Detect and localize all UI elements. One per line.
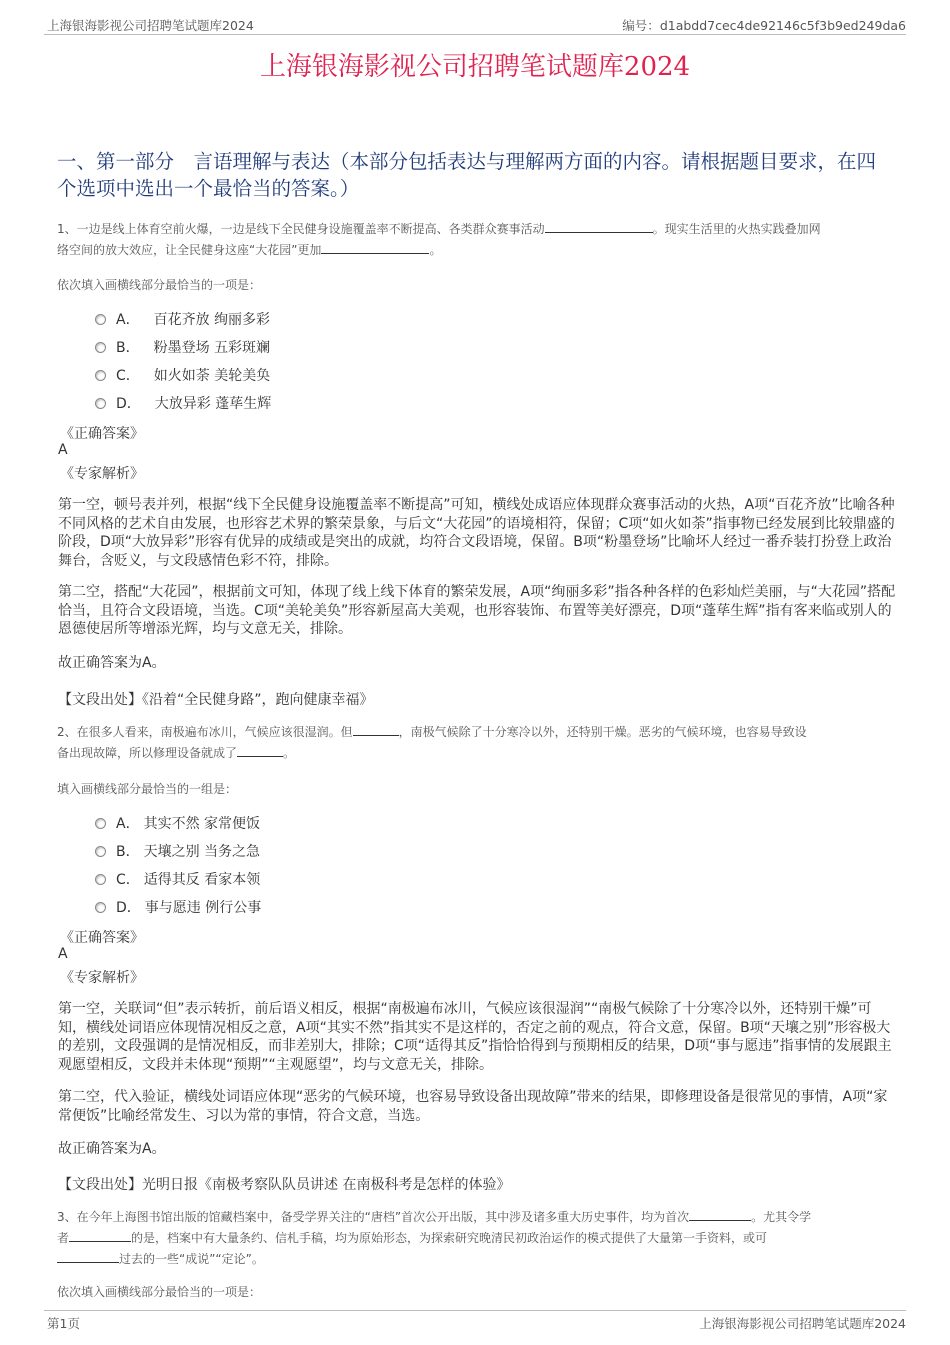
question-3-stem-part: 的是，档案中有大量条约、信札手稿，均为原始形态，为探索研究晚清民初政治运作的模式提供了大量第一手资料，或可 (131, 1231, 768, 1245)
question-3-stem (57, 1207, 900, 1270)
radio-icon[interactable] (95, 370, 106, 381)
option-letter: A． (116, 816, 140, 832)
header-doc-code (622, 16, 906, 34)
option-letter: C． (116, 872, 140, 888)
question-2-option-b[interactable] (95, 841, 260, 861)
question-2-prompt: 填入画横线部分最恰当的一组是： (57, 782, 238, 796)
question-1-option-a[interactable] (95, 309, 270, 329)
question-1-option-b[interactable] (95, 337, 270, 357)
answer-blank (69, 1229, 131, 1242)
question-3-stem-part: 。尤其令学 (751, 1210, 812, 1224)
question-1-stem (57, 219, 900, 261)
question-2-stem-part: 备出现故障，所以修理设备就成了 (57, 746, 238, 760)
question-3-prompt: 依次填入画横线部分最恰当的一项是： (57, 1285, 262, 1299)
radio-icon[interactable] (95, 902, 106, 913)
question-2-option-a[interactable] (95, 813, 260, 833)
footer-divider (44, 1310, 906, 1311)
option-text: 事与愿违 例行公事 (144, 900, 262, 916)
answer-blank (321, 241, 429, 254)
section-heading: 一、第一部分 言语理解与表达（本部分包括表达与理解两方面的内容。请根据题目要求，在四个选项中选出一个最恰当的答案。） (57, 150, 877, 200)
source-citation: 【文段出处】《沿着“全民健身路”，跑向健康幸福》 (58, 692, 374, 708)
answer-blank (237, 744, 283, 757)
question-1-option-d[interactable] (95, 393, 271, 413)
page-title: 上海银海影视公司招聘笔试题库2024 (259, 52, 691, 82)
analysis-paragraph: 第一空，顿号表并列，根据“线下全民健身设施覆盖率不断提高”可知，横线处成语应体现群众赛事活动的火热，A项“百花齐放”比喻各种不同风格的艺术自由发展，也形容艺术界的繁荣景象，与后文“大花园”的语境相符，保留；C项“如火如荼”指事物已经发展到比较鼎盛的阶段，D项“大放异彩”形容有优异的成绩或是突出的成就，均符合文段语境，保留。B项“粉墨登场”比喻坏人经过一番乔装打扮登上政治舞台，含贬义，与文段感情色彩不符，排除。 (58, 497, 895, 569)
question-1-option-c[interactable] (95, 365, 270, 385)
option-text: 粉墨登场 五彩斑斓 (153, 340, 271, 356)
option-letter: D． (116, 396, 141, 412)
option-letter: A． (116, 312, 140, 328)
footer-doc-title: 上海银海影视公司招聘笔试题库2024 (699, 1316, 906, 1331)
option-text: 其实不然 家常便饭 (143, 816, 261, 832)
question-1-stem-part: 。现实生活里的火热实践叠加网 (652, 222, 821, 236)
answer-blank (689, 1208, 751, 1221)
option-letter: C． (116, 368, 140, 384)
answer-blank (545, 220, 653, 233)
radio-icon[interactable] (95, 342, 106, 353)
answer-label: 《正确答案》 (60, 930, 144, 946)
doc-code-label: 编号： (622, 18, 660, 33)
analysis-paragraph: 第二空，搭配“大花园”，根据前文可知，体现了线上线下体育的繁荣发展，A项“绚丽多彩”指各种各样的色彩灿烂美丽，与“大花园”搭配恰当，且符合文段语境，当选。C项“美轮美奂”形容新屋高大美观，也形容装饰、布置等美好漂亮，D项“蓬荜生辉”指有客来临或别人的恩德使居所等增添光辉，均与文意无关，排除。 (58, 584, 896, 638)
header-divider (44, 34, 906, 35)
header-doc-title: 上海银海影视公司招聘笔试题库2024 (47, 18, 254, 33)
correct-answer: A (58, 442, 68, 458)
analysis-label: 《专家解析》 (60, 466, 144, 482)
question-1-stem-part: 络空间的放大效应，让全民健身这座“大花园”更加 (57, 243, 322, 257)
question-2-stem-part: ，南极气候除了十分寒冷以外，还特别干燥。恶劣的气候环境，也容易导致设 (398, 725, 807, 739)
option-text: 适得其反 看家本领 (143, 872, 261, 888)
analysis-conclusion: 故正确答案为A。 (58, 655, 166, 671)
question-2-stem (57, 722, 900, 764)
radio-icon[interactable] (95, 846, 106, 857)
answer-label: 《正确答案》 (60, 426, 144, 442)
correct-answer: A (58, 946, 68, 962)
doc-code: d1abdd7cec4de92146c5f3b9ed249da6 (659, 18, 906, 33)
analysis-paragraph: 第一空，关联词“但”表示转折，前后语义相反，根据“南极遍布冰川，气候应该很湿润”“南极气候除了十分寒冷以外，还特别干燥”可知，横线处词语应体现情况相反之意，A项“其实不然”指其实不是这样的，否定之前的观点，符合文意，保留。B项“天壤之别”形容极大的差别，文段强调的是情况相反，而非差别大，排除；C项“适得其反”指恰恰得到与预期相反的结果，D项“事与愿违”指事情的发展跟主观愿望相反，文段并未体现“预期”“主观愿望”，均与文意无关，排除。 (58, 1001, 892, 1073)
option-text: 百花齐放 绚丽多彩 (153, 312, 271, 328)
question-2-option-c[interactable] (95, 869, 260, 889)
option-text: 天壤之别 当务之急 (143, 844, 261, 860)
option-letter: B． (116, 340, 140, 356)
question-2-stem-part: 2、在很多人看来，南极遍布冰川，气候应该很湿润。但 (57, 725, 353, 739)
answer-blank (57, 1250, 119, 1263)
question-1-stem-part: 1、一边是线上体育空前火爆，一边是线下全民健身设施覆盖率不断提高、各类群众赛事活动 (57, 222, 545, 236)
question-3-stem-part: 3、在今年上海图书馆出版的馆藏档案中，备受学界关注的“唐档”首次公开出版，其中涉及诸多重大历史事件，均为首次 (57, 1210, 690, 1224)
option-text: 如火如荼 美轮美奂 (153, 368, 271, 384)
question-1-stem-part: 。 (429, 243, 442, 257)
analysis-label: 《专家解析》 (60, 970, 144, 986)
option-letter: B． (116, 844, 140, 860)
radio-icon[interactable] (95, 874, 106, 885)
question-1-prompt: 依次填入画横线部分最恰当的一项是： (57, 278, 262, 292)
option-text: 大放异彩 蓬荜生辉 (154, 396, 272, 412)
analysis-paragraph: 第二空，代入验证，横线处词语应体现“恶劣的气候环境，也容易导致设备出现故障”带来的结果，即修理设备是很常见的事情，A项“家常便饭”比喻经常发生、习以为常的事情，符合文意，当选。 (58, 1089, 888, 1124)
radio-icon[interactable] (95, 818, 106, 829)
radio-icon[interactable] (95, 314, 106, 325)
page-number: 第1页 (47, 1316, 80, 1331)
question-2-stem-part: 。 (283, 746, 296, 760)
answer-blank (353, 723, 399, 736)
radio-icon[interactable] (95, 398, 106, 409)
source-citation: 【文段出处】光明日报《南极考察队队员讲述 在南极科考是怎样的体验》 (58, 1177, 511, 1193)
analysis-conclusion: 故正确答案为A。 (58, 1141, 166, 1157)
question-3-stem-part: 过去的一些“成说”“定论”。 (119, 1252, 264, 1266)
option-letter: D． (116, 900, 141, 916)
question-3-stem-part: 者 (57, 1231, 70, 1245)
question-2-option-d[interactable] (95, 897, 261, 917)
